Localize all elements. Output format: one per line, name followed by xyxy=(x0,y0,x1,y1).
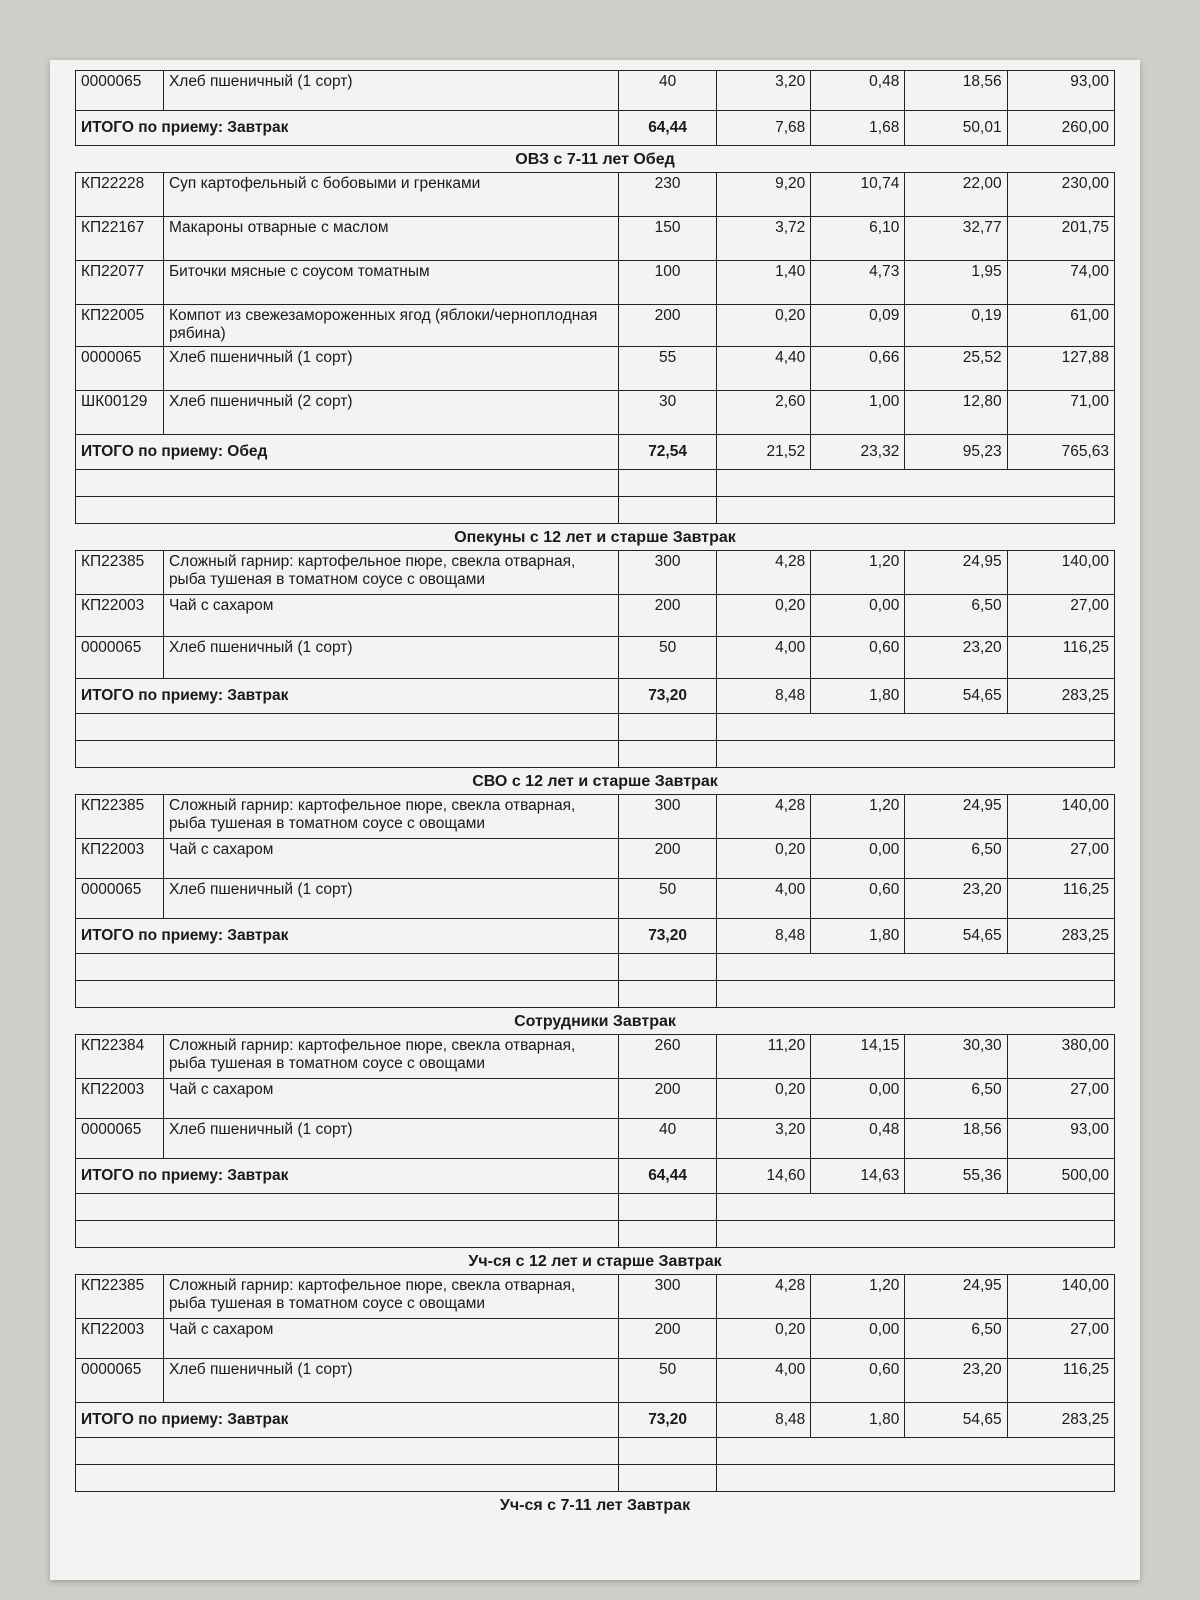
item-carbs: 6,50 xyxy=(905,1319,1007,1359)
item-kcal: 27,00 xyxy=(1007,595,1114,637)
item-kcal: 27,00 xyxy=(1007,839,1114,879)
item-protein: 9,20 xyxy=(717,173,811,217)
section-table xyxy=(75,794,1115,1008)
item-name: Сложный гарнир: картофельное пюре, свекла отварная, рыба тушеная в томатном соусе с овощами xyxy=(163,1035,618,1079)
item-carbs: 6,50 xyxy=(905,839,1007,879)
item-carbs: 22,00 xyxy=(905,173,1007,217)
empty-row xyxy=(76,714,1115,741)
item-weight: 40 xyxy=(619,71,717,111)
item-kcal: 71,00 xyxy=(1007,391,1114,435)
item-weight: 100 xyxy=(619,261,717,305)
item-fat: 0,66 xyxy=(811,347,905,391)
total-label: ИТОГО по приему: Завтрак xyxy=(76,1159,619,1194)
total-row xyxy=(76,435,1115,470)
empty-cell xyxy=(717,470,1115,497)
item-protein: 0,20 xyxy=(717,839,811,879)
item-code: КП22005 xyxy=(76,305,164,347)
item-protein: 4,28 xyxy=(717,551,811,595)
total-row xyxy=(76,679,1115,714)
item-name: Хлеб пшеничный (1 сорт) xyxy=(163,347,618,391)
total-row xyxy=(76,1403,1115,1438)
item-code: ШК00129 xyxy=(76,391,164,435)
item-carbs: 23,20 xyxy=(905,879,1007,919)
item-weight: 50 xyxy=(619,637,717,679)
total-label: ИТОГО по приему: Завтрак xyxy=(76,111,619,146)
item-protein: 4,00 xyxy=(717,637,811,679)
item-carbs: 24,95 xyxy=(905,551,1007,595)
item-carbs: 24,95 xyxy=(905,1275,1007,1319)
item-weight: 50 xyxy=(619,879,717,919)
item-weight: 200 xyxy=(619,1079,717,1119)
item-kcal: 61,00 xyxy=(1007,305,1114,347)
item-fat: 10,74 xyxy=(811,173,905,217)
item-name: Хлеб пшеничный (1 сорт) xyxy=(163,879,618,919)
item-protein: 11,20 xyxy=(717,1035,811,1079)
item-weight: 300 xyxy=(619,1275,717,1319)
item-carbs: 1,95 xyxy=(905,261,1007,305)
empty-row xyxy=(76,1438,1115,1465)
item-code: КП22003 xyxy=(76,839,164,879)
table-row xyxy=(76,1275,1115,1319)
item-kcal: 201,75 xyxy=(1007,217,1114,261)
table-row xyxy=(76,795,1115,839)
total-protein: 21,52 xyxy=(717,435,811,470)
item-fat: 0,09 xyxy=(811,305,905,347)
empty-cell xyxy=(619,1465,717,1492)
item-code: 0000065 xyxy=(76,1359,164,1403)
empty-row xyxy=(76,981,1115,1008)
table-row xyxy=(76,1359,1115,1403)
item-code: КП22385 xyxy=(76,795,164,839)
item-weight: 300 xyxy=(619,551,717,595)
item-kcal: 74,00 xyxy=(1007,261,1114,305)
item-kcal: 27,00 xyxy=(1007,1079,1114,1119)
item-name: Хлеб пшеничный (1 сорт) xyxy=(163,1359,618,1403)
total-kcal: 500,00 xyxy=(1007,1159,1114,1194)
table-row xyxy=(76,173,1115,217)
item-protein: 4,28 xyxy=(717,795,811,839)
empty-row xyxy=(76,1194,1115,1221)
item-weight: 300 xyxy=(619,795,717,839)
item-kcal: 140,00 xyxy=(1007,1275,1114,1319)
item-code: КП22167 xyxy=(76,217,164,261)
section-title-final: Уч-ся с 7-11 лет Завтрак xyxy=(499,1497,691,1514)
menu-tables xyxy=(75,70,1115,1518)
empty-cell xyxy=(619,741,717,768)
empty-cell xyxy=(76,981,619,1008)
empty-cell xyxy=(619,1194,717,1221)
item-carbs: 23,20 xyxy=(905,637,1007,679)
empty-cell xyxy=(717,714,1115,741)
item-code: 0000065 xyxy=(76,1119,164,1159)
item-fat: 0,00 xyxy=(811,1319,905,1359)
item-protein: 0,20 xyxy=(717,595,811,637)
item-code: КП22384 xyxy=(76,1035,164,1079)
empty-row xyxy=(76,470,1115,497)
sections-container xyxy=(75,146,1115,1492)
item-name: Компот из свежезамороженных ягод (яблоки/черноплодная рябина) xyxy=(163,305,618,347)
item-fat: 0,48 xyxy=(811,1119,905,1159)
item-kcal: 380,00 xyxy=(1007,1035,1114,1079)
paper-sheet xyxy=(50,60,1140,1580)
item-kcal: 27,00 xyxy=(1007,1319,1114,1359)
table-row xyxy=(76,217,1115,261)
empty-row xyxy=(76,497,1115,524)
item-protein: 4,40 xyxy=(717,347,811,391)
item-fat: 0,00 xyxy=(811,595,905,637)
total-weight: 73,20 xyxy=(619,679,717,714)
empty-cell xyxy=(717,497,1115,524)
total-carbs: 55,36 xyxy=(905,1159,1007,1194)
item-code: КП22077 xyxy=(76,261,164,305)
item-fat: 0,00 xyxy=(811,1079,905,1119)
total-label: ИТОГО по приему: Завтрак xyxy=(76,919,619,954)
total-row xyxy=(76,1159,1115,1194)
total-carbs: 50,01 xyxy=(905,111,1007,146)
item-code: КП22003 xyxy=(76,1319,164,1359)
item-code: 0000065 xyxy=(76,879,164,919)
item-kcal: 116,25 xyxy=(1007,879,1114,919)
item-weight: 30 xyxy=(619,391,717,435)
item-weight: 200 xyxy=(619,1319,717,1359)
total-kcal: 260,00 xyxy=(1007,111,1114,146)
item-protein: 0,20 xyxy=(717,1319,811,1359)
item-carbs: 6,50 xyxy=(905,1079,1007,1119)
table-row xyxy=(76,1319,1115,1359)
table-row xyxy=(76,305,1115,347)
empty-cell xyxy=(76,741,619,768)
item-carbs: 0,19 xyxy=(905,305,1007,347)
item-kcal: 116,25 xyxy=(1007,637,1114,679)
item-protein: 3,20 xyxy=(717,71,811,111)
empty-cell xyxy=(76,497,619,524)
item-carbs: 32,77 xyxy=(905,217,1007,261)
item-fat: 4,73 xyxy=(811,261,905,305)
table-row xyxy=(76,637,1115,679)
item-weight: 260 xyxy=(619,1035,717,1079)
item-protein: 1,40 xyxy=(717,261,811,305)
item-name: Сложный гарнир: картофельное пюре, свекла отварная, рыба тушеная в томатном соусе с овощами xyxy=(163,551,618,595)
total-weight: 73,20 xyxy=(619,919,717,954)
item-carbs: 12,80 xyxy=(905,391,1007,435)
item-weight: 230 xyxy=(619,173,717,217)
empty-cell xyxy=(619,981,717,1008)
empty-cell xyxy=(717,1438,1115,1465)
item-fat: 1,20 xyxy=(811,795,905,839)
item-weight: 50 xyxy=(619,1359,717,1403)
total-row xyxy=(76,919,1115,954)
section-table xyxy=(75,1034,1115,1248)
table-row xyxy=(76,1079,1115,1119)
total-weight: 64,44 xyxy=(619,111,717,146)
item-kcal: 127,88 xyxy=(1007,347,1114,391)
total-protein: 14,60 xyxy=(717,1159,811,1194)
total-kcal: 283,25 xyxy=(1007,679,1114,714)
total-fat: 1,80 xyxy=(811,679,905,714)
total-kcal: 283,25 xyxy=(1007,919,1114,954)
item-protein: 2,60 xyxy=(717,391,811,435)
item-fat: 0,00 xyxy=(811,839,905,879)
item-code: 0000065 xyxy=(76,637,164,679)
total-protein: 8,48 xyxy=(717,1403,811,1438)
empty-cell xyxy=(76,714,619,741)
item-name: Биточки мясные с соусом томатным xyxy=(163,261,618,305)
item-name: Макароны отварные с маслом xyxy=(163,217,618,261)
item-carbs: 18,56 xyxy=(905,1119,1007,1159)
item-kcal: 230,00 xyxy=(1007,173,1114,217)
table-row xyxy=(76,391,1115,435)
item-protein: 3,72 xyxy=(717,217,811,261)
empty-cell xyxy=(76,1465,619,1492)
total-carbs: 95,23 xyxy=(905,435,1007,470)
section-title: Уч-ся с 12 лет и старше Завтрак xyxy=(468,1253,722,1270)
section-table xyxy=(75,550,1115,768)
item-fat: 1,20 xyxy=(811,1275,905,1319)
item-name: Чай с сахаром xyxy=(163,839,618,879)
item-name: Чай с сахаром xyxy=(163,1079,618,1119)
table-row xyxy=(76,71,1115,111)
total-row xyxy=(76,111,1115,146)
item-fat: 0,48 xyxy=(811,71,905,111)
table-row xyxy=(76,1035,1115,1079)
total-weight: 73,20 xyxy=(619,1403,717,1438)
item-protein: 4,00 xyxy=(717,879,811,919)
item-code: КП22003 xyxy=(76,1079,164,1119)
item-fat: 0,60 xyxy=(811,1359,905,1403)
item-name: Чай с сахаром xyxy=(163,1319,618,1359)
section-title: ОВЗ с 7-11 лет Обед xyxy=(515,151,675,168)
table-row xyxy=(76,551,1115,595)
item-protein: 3,20 xyxy=(717,1119,811,1159)
empty-cell xyxy=(619,470,717,497)
item-weight: 150 xyxy=(619,217,717,261)
item-carbs: 6,50 xyxy=(905,595,1007,637)
empty-cell xyxy=(619,954,717,981)
item-carbs: 30,30 xyxy=(905,1035,1007,1079)
empty-cell xyxy=(717,1221,1115,1248)
empty-cell xyxy=(76,1221,619,1248)
item-fat: 1,20 xyxy=(811,551,905,595)
section-table xyxy=(75,1274,1115,1492)
item-code: КП22385 xyxy=(76,1275,164,1319)
item-kcal: 116,25 xyxy=(1007,1359,1114,1403)
empty-cell xyxy=(619,1438,717,1465)
item-name: Сложный гарнир: картофельное пюре, свекла отварная, рыба тушеная в томатном соусе с овощами xyxy=(163,795,618,839)
empty-row xyxy=(76,1221,1115,1248)
item-code: 0000065 xyxy=(76,71,164,111)
section-title: Сотрудники Завтрак xyxy=(514,1013,676,1030)
empty-row xyxy=(76,741,1115,768)
item-fat: 1,00 xyxy=(811,391,905,435)
item-code: 0000065 xyxy=(76,347,164,391)
empty-cell xyxy=(717,741,1115,768)
item-weight: 200 xyxy=(619,839,717,879)
top-block-table xyxy=(75,70,1115,146)
item-name: Сложный гарнир: картофельное пюре, свекла отварная, рыба тушеная в томатном соусе с овощами xyxy=(163,1275,618,1319)
table-row xyxy=(76,1119,1115,1159)
item-name: Чай с сахаром xyxy=(163,595,618,637)
item-protein: 0,20 xyxy=(717,1079,811,1119)
total-protein: 8,48 xyxy=(717,919,811,954)
item-kcal: 140,00 xyxy=(1007,795,1114,839)
total-kcal: 283,25 xyxy=(1007,1403,1114,1438)
item-code: КП22228 xyxy=(76,173,164,217)
item-weight: 55 xyxy=(619,347,717,391)
item-name: Хлеб пшеничный (1 сорт) xyxy=(163,71,618,111)
total-fat: 14,63 xyxy=(811,1159,905,1194)
item-fat: 0,60 xyxy=(811,637,905,679)
table-row xyxy=(76,839,1115,879)
total-fat: 1,80 xyxy=(811,919,905,954)
item-protein: 0,20 xyxy=(717,305,811,347)
item-carbs: 18,56 xyxy=(905,71,1007,111)
total-protein: 7,68 xyxy=(717,111,811,146)
item-fat: 6,10 xyxy=(811,217,905,261)
empty-cell xyxy=(717,954,1115,981)
total-carbs: 54,65 xyxy=(905,1403,1007,1438)
item-weight: 200 xyxy=(619,305,717,347)
item-code: КП22385 xyxy=(76,551,164,595)
item-protein: 4,00 xyxy=(717,1359,811,1403)
table-row xyxy=(76,595,1115,637)
empty-cell xyxy=(717,1465,1115,1492)
item-name: Хлеб пшеничный (1 сорт) xyxy=(163,1119,618,1159)
item-carbs: 25,52 xyxy=(905,347,1007,391)
item-kcal: 140,00 xyxy=(1007,551,1114,595)
total-carbs: 54,65 xyxy=(905,919,1007,954)
item-carbs: 24,95 xyxy=(905,795,1007,839)
section-title: Опекуны с 12 лет и старше Завтрак xyxy=(454,529,736,546)
item-protein: 4,28 xyxy=(717,1275,811,1319)
total-label: ИТОГО по приему: Завтрак xyxy=(76,679,619,714)
total-kcal: 765,63 xyxy=(1007,435,1114,470)
empty-cell xyxy=(619,1221,717,1248)
empty-row xyxy=(76,1465,1115,1492)
table-row xyxy=(76,347,1115,391)
item-fat: 0,60 xyxy=(811,879,905,919)
empty-cell xyxy=(76,1438,619,1465)
section-table xyxy=(75,172,1115,524)
table-row xyxy=(76,261,1115,305)
empty-cell xyxy=(76,470,619,497)
item-code: КП22003 xyxy=(76,595,164,637)
item-weight: 200 xyxy=(619,595,717,637)
item-name: Хлеб пшеничный (2 сорт) xyxy=(163,391,618,435)
empty-cell xyxy=(76,954,619,981)
empty-row xyxy=(76,954,1115,981)
total-weight: 64,44 xyxy=(619,1159,717,1194)
total-weight: 72,54 xyxy=(619,435,717,470)
empty-cell xyxy=(76,1194,619,1221)
empty-cell xyxy=(619,714,717,741)
total-fat: 23,32 xyxy=(811,435,905,470)
item-fat: 14,15 xyxy=(811,1035,905,1079)
total-label: ИТОГО по приему: Обед xyxy=(76,435,619,470)
table-row xyxy=(76,879,1115,919)
section-title: СВО с 12 лет и старше Завтрак xyxy=(472,773,718,790)
total-protein: 8,48 xyxy=(717,679,811,714)
total-fat: 1,80 xyxy=(811,1403,905,1438)
item-carbs: 23,20 xyxy=(905,1359,1007,1403)
empty-cell xyxy=(619,497,717,524)
item-kcal: 93,00 xyxy=(1007,71,1114,111)
total-carbs: 54,65 xyxy=(905,679,1007,714)
empty-cell xyxy=(717,1194,1115,1221)
item-weight: 40 xyxy=(619,1119,717,1159)
item-name: Хлеб пшеничный (1 сорт) xyxy=(163,637,618,679)
empty-cell xyxy=(717,981,1115,1008)
item-kcal: 93,00 xyxy=(1007,1119,1114,1159)
item-name: Суп картофельный с бобовыми и гренками xyxy=(163,173,618,217)
total-fat: 1,68 xyxy=(811,111,905,146)
total-label: ИТОГО по приему: Завтрак xyxy=(76,1403,619,1438)
